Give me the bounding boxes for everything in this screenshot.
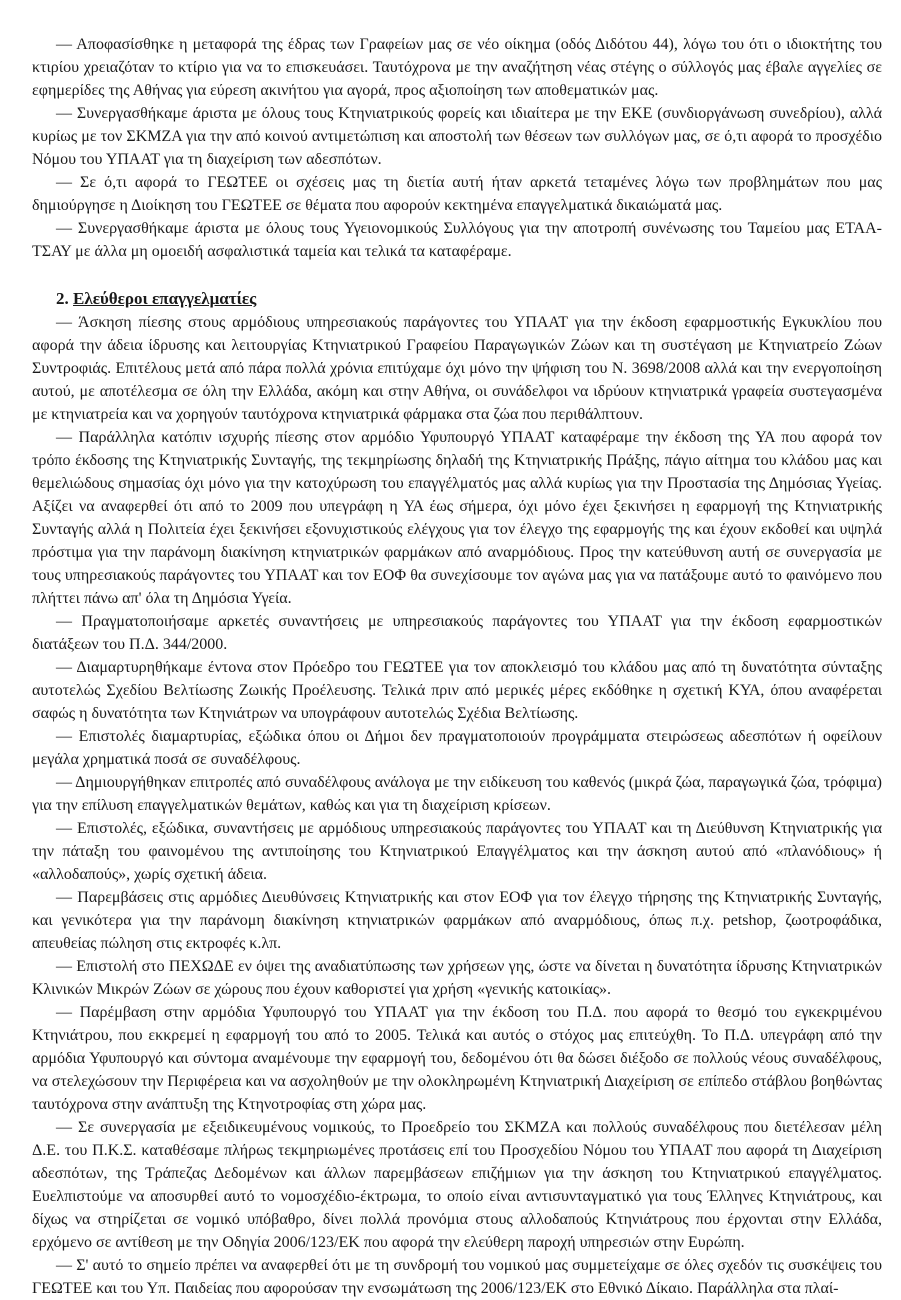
paragraph: — Συνεργασθήκαμε άριστα με όλους τους Κτηνιατρικούς φορείς και ιδιαίτερα με την ΕΚΕ (συνδιοργάνωση συνεδρίου), αλλά κυρίως με τον ΣΚΜΖΑ για την από κοινού αντιμετώπιση και αποστολή των θέσεων των συλλόγων μας, σε ό,τι αφορά το προσχέδιο Νόμου του ΥΠΑΑΤ για τη διαχείριση των αδεσπότων.	[32, 105, 882, 168]
paragraph: — Πραγματοποιήσαμε αρκετές συναντήσεις με υπηρεσιακούς παράγοντες του ΥΠΑΑΤ για την έκδοση εφαρμοστικών διατάξεων του Π.Δ. 344/2000.	[32, 613, 882, 653]
intro-section	[32, 33, 882, 263]
paragraph: — Παράλληλα κατόπιν ισχυρής πίεσης στον αρμόδιο Υφυπουργό ΥΠΑΑΤ καταφέραμε την έκδοση της ΥΑ που αφορά τον τρόπο έκδοσης της Κτηνιατρικής Συνταγής, της τεκμηρίωσης δηλαδή της Κτηνιατρικής Πράξης, πάγιο αίτημα του κλάδου μας και θεμελιώδους σημασίας όχι μόνο για την κατοχύρωση του επαγγέλματός μας αλλά κυρίως για την Προστασία της Δημόσιας Υγείας. Αξίζει να αναφερθεί ότι από το 2009 που υπεγράφη η ΥΑ έως σήμερα, όχι μόνο έχει ξεκινήσει η εφαρμογή της Κτηνιατρικής Συνταγής αλλά η Πολιτεία έχει ξεκινήσει εξονυχιστικούς ελέγχους για τον έλεγχο της εφαρμογής της και έχουν εκδοθεί και υψηλά πρόστιμα για την παράνομη διακίνηση κτηνιατρικών φαρμάκων από αναρμόδιους. Προς την κατεύθυνση αυτή σε συνεργασία με τους υπηρεσιακούς παράγοντες του ΥΠΑΑΤ και τον ΕΟΦ θα συνεχίσουμε τον αγώνα μας για να πατάξουμε αυτό το φαινόμενο που πλήττει πάνω απ' όλα τη Δημόσια Υγεία.	[32, 429, 882, 607]
paragraph: — Παρέμβαση στην αρμόδια Υφυπουργό του ΥΠΑΑΤ για την έκδοση του Π.Δ. που αφορά το θεσμό του εγκεκριμένου Κτηνιάτρου, που εκκρεμεί η εφαρμογή του από το 2005. Τελικά και αυτός ο στόχος μας επιτεύχθη. Το Π.Δ. υπεγράφη από την αρμόδια Υφυπουργό και σύντομα αναμένουμε την εφαρμογή του, δεδομένου ότι θα δώσει διέξοδο σε πολλούς νέους συναδέλφους, να στελεχώσουν την Περιφέρεια και να ασχοληθούν με την ολοκληρωμένη Κτηνιατρική Διαχείριση σε επίπεδο στάβλου βοηθώντας ταυτόχρονα στην ανάπτυξη της Κτηνοτροφίας στη χώρα μας.	[32, 1004, 882, 1113]
section-number: 2.	[56, 289, 69, 308]
paragraph: — Αποφασίσθηκε η μεταφορά της έδρας των Γραφείων μας σε νέο οίκημα (οδός Διδότου 44), λόγω του ότι ο ιδιοκτήτης του κτιρίου χρειαζόταν το κτίριο για να το επισκευάσει. Ταυτόχρονα με την αναζήτηση νέας στέγης ο σύλλογός μας έβαλε αγγελίες σε εφημερίδες της Αθήνας για εύρεση ακινήτου για αγορά, προς αξιοποίηση των αποθεματικών μας.	[32, 36, 882, 99]
paragraph: — Άσκηση πίεσης στους αρμόδιους υπηρεσιακούς παράγοντες του ΥΠΑΑΤ για την έκδοση εφαρμοστικής Εγκυκλίου που αφορά την άδεια ίδρυσης και λειτουργίας Κτηνιατρικού Γραφείου Παραγωγικών Ζώων και τη συστέγαση με Κτηνιατρείο Ζώων Συντροφιάς. Επιτέλους μετά από πάρα πολλά χρόνια επιτύχαμε όχι μόνο την ψήφιση του Ν. 3698/2008 αλλά και την ενεργοποίηση αυτού, με αποτέλεσμα σε όλη την Ελλάδα, ακόμη και στην Αθήνα, οι συνάδελφοι να ιδρύουν κτηνιατρικά γραφεία συστεγασμένα με κτηνιατρεία και να χορηγούν ταυτόχρονα κτηνιατρικά φάρμακα στα ζώα που περιθάλπτουν.	[32, 314, 882, 423]
paragraph: — Επιστολές διαμαρτυρίας, εξώδικα όπου οι Δήμοι δεν πραγματοποιούν προγράμματα στειρώσεως αδεσπότων ή οφείλουν μεγάλα χρηματικά ποσά σε συναδέλφους.	[32, 728, 882, 768]
paragraph: — Δημιουργήθηκαν επιτροπές από συναδέλφους ανάλογα με την ειδίκευση του καθενός (μικρά ζώα, παραγωγικά ζώα, τρόφιμα) για την επίλυση επαγγελματικών θεμάτων, καθώς και για τη διαχείριση κρίσεων.	[32, 774, 882, 814]
paragraph: — Παρεμβάσεις στις αρμόδιες Διευθύνσεις Κτηνιατρικής και στον ΕΟΦ για τον έλεγχο τήρησης της Κτηνιατρικής Συνταγής, και γενικότερα για την παράνομη διακίνηση κτηνιατρικών φαρμάκων από αναρμόδιους, όπως π.χ. petshop, ζωοτροφάδικα, απευθείας πώληση στις εκτροφές κ.λπ.	[32, 889, 882, 952]
section-body	[32, 311, 882, 1300]
paragraph: — Επιστολή στο ΠΕΧΩΔΕ εν όψει της αναδιατύπωσης των χρήσεων γης, ώστε να δίνεται η δυνατότητα ίδρυσης Κτηνιατρικών Κλινικών Μικρών Ζώων σε χώρους που έχουν καθοριστεί για χρήση «γενικής κατοικίας».	[32, 958, 882, 998]
paragraph: — Σε συνεργασία με εξειδικευμένους νομικούς, το Προεδρείο του ΣΚΜΖΑ και πολλούς συναδέλφους που διετέλεσαν μέλη Δ.Ε. του Π.Κ.Σ. καταθέσαμε πλήρως τεκμηριωμένες προτάσεις επί του Προσχεδίου Νόμου του ΥΠΑΑΤ που αφορά τη Διαχείριση αδεσπότων, της Τράπεζας Δεδομένων και άλλων παρεμβάσεων επιζήμιων για την άσκηση του Κτηνιατρικού επαγγέλματος. Ευελπιστούμε να αποσυρθεί αυτό το νομοσχέδιο-έκτρωμα, το οποίο είναι αντισυνταγματικό για τους Έλληνες Κτηνιάτρους, και δίχως να στηρίζεται σε νομικό υπόβαθρο, δίνει πολλά προνόμια στους αλλοδαπούς Κτηνιάτρους που έρχονται στην Ελλάδα, ερχόμενο σε αντίθεση με την Οδηγία 2006/123/ΕΚ που αφορά την ελεύθερη παροχή υπηρεσιών στην Ευρώπη.	[32, 1119, 882, 1251]
document-page	[32, 33, 882, 1300]
section-title: Ελεύθεροι επαγγελματίες	[73, 289, 257, 308]
paragraph: — Συνεργασθήκαμε άριστα με όλους τους Υγειονομικούς Συλλόγους για την αποτροπή συνένωσης του Ταμείου μας ΕΤΑΑ-ΤΣΑΥ με άλλα μη ομοειδή ασφαλιστικά ταμεία και τελικά τα καταφέραμε.	[32, 220, 882, 260]
paragraph: — Διαμαρτυρηθήκαμε έντονα στον Πρόεδρο του ΓΕΩΤΕΕ για τον αποκλεισμό του κλάδου μας από τη δυνατότητα σύνταξης αυτοτελώς Σχεδίου Βελτίωσης Ζωικής Προέλευσης. Τελικά πριν από μερικές μέρες εκδόθηκε η σχετική ΚΥΑ, όπου αναφέρεται σαφώς η δυνατότητα των Κτηνιάτρων να υπογράφουν αυτοτελώς Σχέδια Βελτίωσης.	[32, 659, 882, 722]
section-heading	[56, 287, 882, 311]
paragraph: — Σ' αυτό το σημείο πρέπει να αναφερθεί ότι με τη συνδρομή του νομικού μας συμμετείχαμε σε όλες σχεδόν τις συσκέψεις του ΓΕΩΤΕΕ και του Υπ. Παιδείας που αφορούσαν την ενσωμάτωση της 2006/123/ΕΚ στο Εθνικό Δίκαιο. Παράλληλα στα πλαί-	[32, 1257, 882, 1297]
paragraph: — Σε ό,τι αφορά το ΓΕΩΤΕΕ οι σχέσεις μας τη διετία αυτή ήταν αρκετά τεταμένες λόγω των προβλημάτων που μας δημιούργησε η Διοίκηση του ΓΕΩΤΕΕ σε θέματα που αφορούν κεκτημένα επαγγελματικά δικαιώματά μας.	[32, 174, 882, 214]
paragraph: — Επιστολές, εξώδικα, συναντήσεις με αρμόδιους υπηρεσιακούς παράγοντες του ΥΠΑΑΤ και τη Διεύθυνση Κτηνιατρικής για την πάταξη του φαινομένου της αντιποίησης του Κτηνιατρικού Επαγγέλματος και την άσκηση αυτού από «πλανόδιους» ή «αλλοδαπούς», χωρίς σχετική άδεια.	[32, 820, 882, 883]
